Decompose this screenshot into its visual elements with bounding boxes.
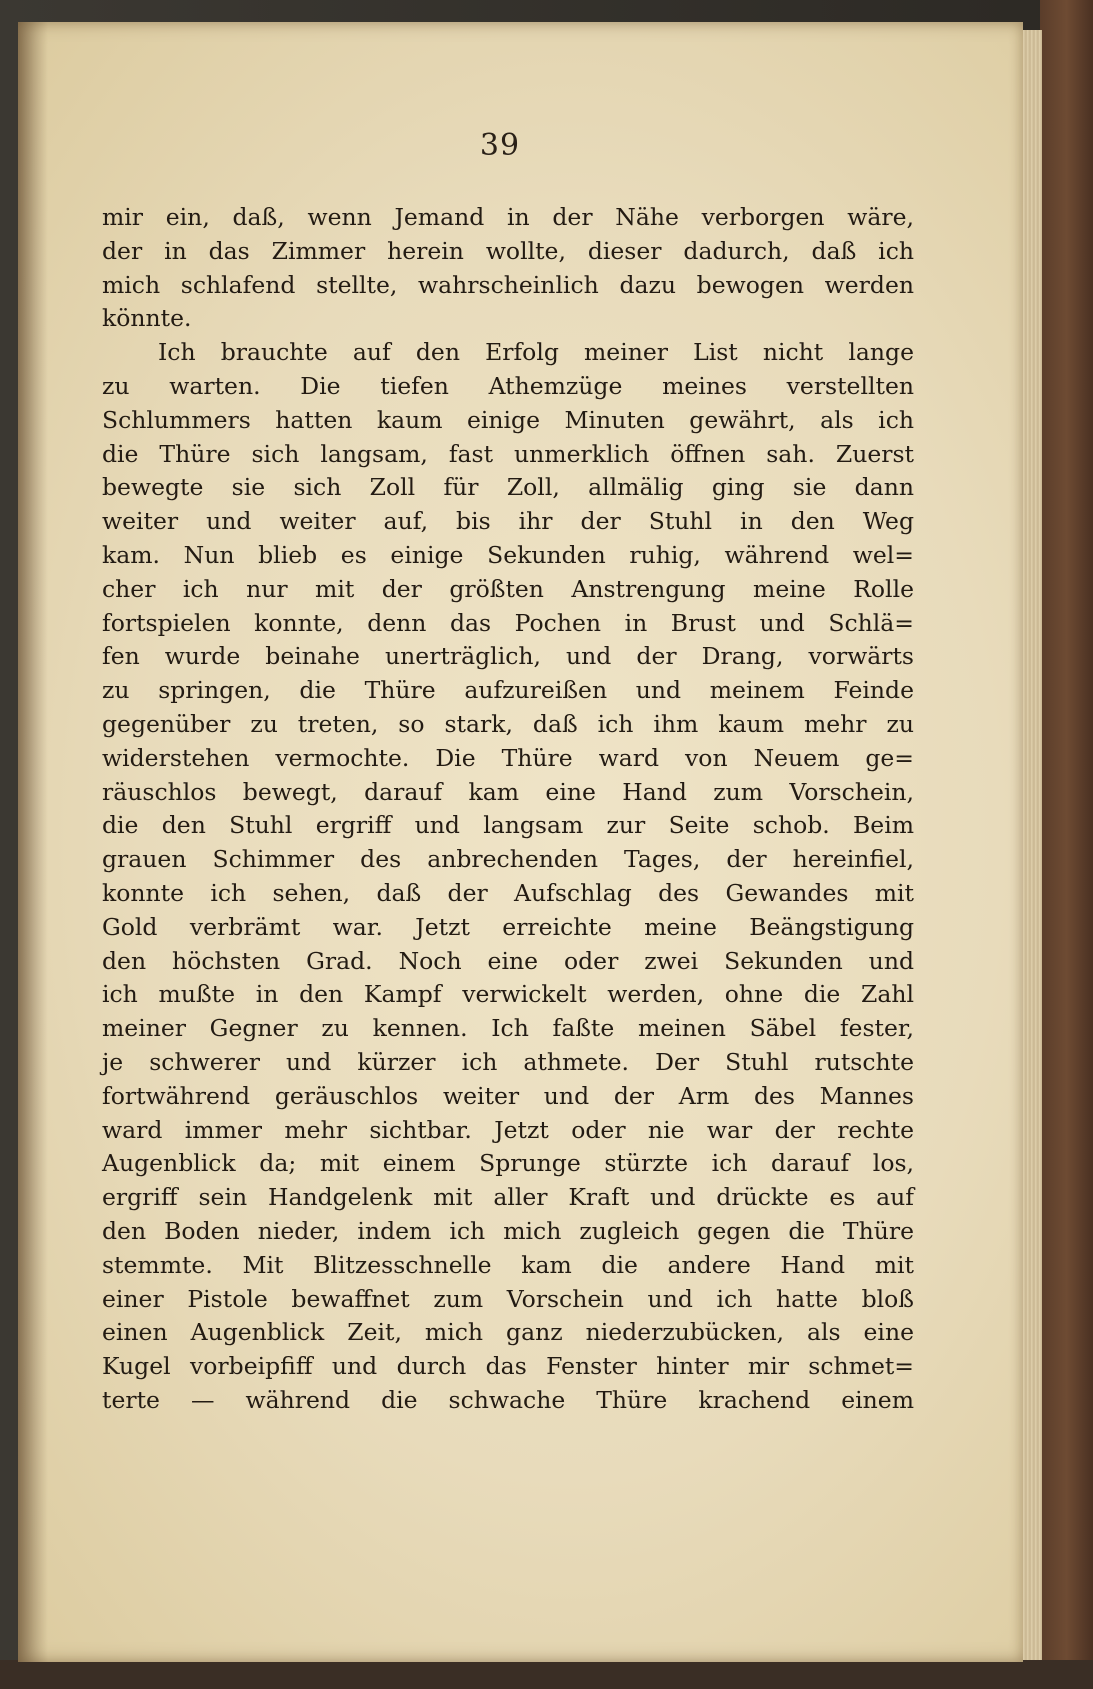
text-line: den höchsten Grad. Noch eine oder zwei Sekunden und bbox=[102, 946, 914, 975]
text-line: gegenüber zu treten, so stark, daß ich ihm kaum mehr zu bbox=[102, 709, 914, 738]
text-line: Schlummers hatten kaum einige Minuten gewährt, als ich bbox=[102, 405, 914, 434]
text-line: einen Augenblick Zeit, mich ganz niederzubücken, als eine bbox=[102, 1318, 914, 1347]
page-edges bbox=[1020, 30, 1042, 1665]
text-line: cher ich nur mit der größten Anstrengung meine Rolle bbox=[102, 574, 914, 603]
text-line: je schwerer und kürzer ich athmete. Der Stuhl rutschte bbox=[102, 1047, 914, 1076]
text-line: fortspielen konnte, denn das Pochen in Brust und Schlä= bbox=[102, 608, 914, 637]
text-line: mich schlafend stellte, wahrscheinlich dazu bewogen werden bbox=[102, 270, 914, 299]
text-line: der in das Zimmer herein wollte, dieser dadurch, daß ich bbox=[102, 236, 914, 265]
text-line: ergriff sein Handgelenk mit aller Kraft und drückte es auf bbox=[102, 1183, 914, 1212]
text-line: fortwährend geräuschlos weiter und der Arm des Mannes bbox=[102, 1081, 914, 1110]
text-line: Kugel vorbeipfiff und durch das Fenster hinter mir schmet= bbox=[102, 1352, 914, 1381]
text-line: zu warten. Die tiefen Athemzüge meines verstellten bbox=[102, 371, 914, 400]
text-line: einer Pistole bewaffnet zum Vorschein und ich hatte bloß bbox=[102, 1284, 914, 1313]
text-line: mir ein, daß, wenn Jemand in der Nähe verborgen wäre, bbox=[102, 203, 914, 231]
text-line: konnte ich sehen, daß der Aufschlag des Gewandes mit bbox=[102, 878, 914, 907]
page-gutter-shadow bbox=[18, 22, 48, 1662]
text-line: ich mußte in den Kampf verwickelt werden, ohne die Zahl bbox=[102, 980, 914, 1009]
page-number: 39 bbox=[479, 128, 521, 163]
text-line: stemmte. Mit Blitzesschnelle kam die andere Hand mit bbox=[102, 1250, 914, 1279]
text-line: räuschlos bewegt, darauf kam eine Hand zum Vorschein, bbox=[102, 777, 914, 806]
body-text bbox=[102, 201, 914, 1418]
text-line: die Thüre sich langsam, fast unmerklich öffnen sah. Zuerst bbox=[102, 439, 914, 468]
text-line: ward immer mehr sichtbar. Jetzt oder nie war der rechte bbox=[102, 1115, 914, 1144]
text-line: grauen Schimmer des anbrechenden Tages, der hereinfiel, bbox=[102, 845, 914, 874]
text-line: widerstehen vermochte. Die Thüre ward von Neuem ge= bbox=[102, 743, 914, 772]
book-cover-bottom bbox=[0, 1660, 1093, 1689]
text-line: meiner Gegner zu kennen. Ich faßte meinen Säbel fester, bbox=[102, 1014, 914, 1043]
text-line: Augenblick da; mit einem Sprunge stürzte ich darauf los, bbox=[102, 1149, 914, 1178]
text-line: bewegte sie sich Zoll für Zoll, allmälig ging sie dann bbox=[102, 473, 914, 502]
text-line: Gold verbrämt war. Jetzt erreichte meine Beängstigung bbox=[102, 912, 914, 941]
text-line: Ich brauchte auf den Erfolg meiner List nicht lange bbox=[158, 338, 914, 367]
text-line: zu springen, die Thüre aufzureißen und meinem Feinde bbox=[102, 676, 914, 705]
text-line: fen wurde beinahe unerträglich, und der Drang, vorwärts bbox=[102, 642, 914, 671]
text-line: terte — während die schwache Thüre krachend einem bbox=[102, 1385, 914, 1414]
text-line: die den Stuhl ergriff und langsam zur Seite schob. Beim bbox=[102, 811, 914, 840]
text-line: den Boden nieder, indem ich mich zugleich gegen die Thüre bbox=[102, 1216, 914, 1245]
text-line: weiter und weiter auf, bis ihr der Stuhl in den Weg bbox=[102, 507, 914, 536]
text-line: könnte. bbox=[102, 304, 192, 333]
text-line: kam. Nun blieb es einige Sekunden ruhig, während wel= bbox=[102, 540, 914, 569]
book-cover-edge bbox=[1040, 0, 1093, 1689]
